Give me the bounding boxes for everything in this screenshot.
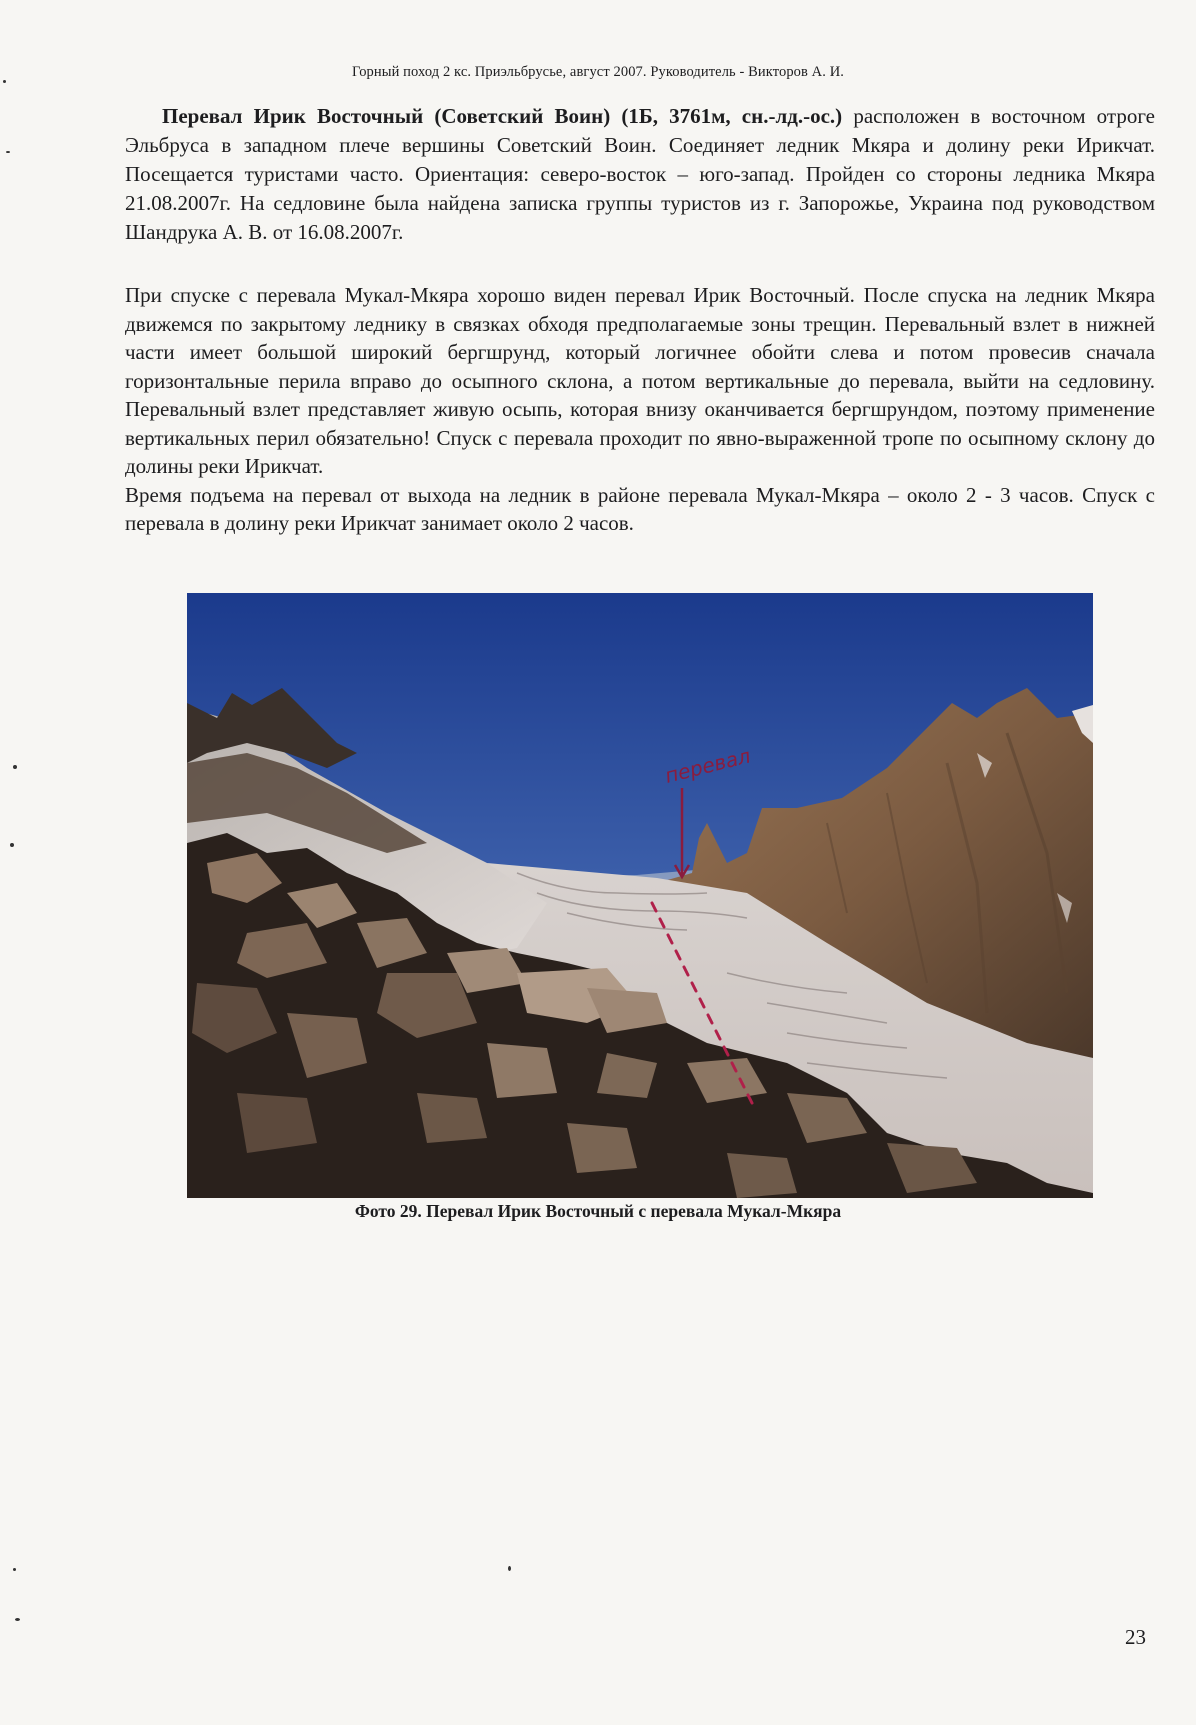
mountain-photo <box>187 593 1093 1198</box>
scan-speck <box>10 843 14 847</box>
scan-speck <box>15 1618 20 1621</box>
scan-speck <box>508 1566 511 1571</box>
route-description <box>125 281 1155 538</box>
page-number: 23 <box>1125 1625 1146 1649</box>
route-paragraph-2: Время подъема на перевал от выхода на ледник в районе перевала Мукал-Мкяра – около 2 - 3 часов. Спуск с перевала в долину реки Ирикчат занимает около 2 часов. <box>125 482 1155 535</box>
pass-title: Перевал Ирик Восточный (Советский Воин) (1Б, 3761м, сн.-лд.-ос.) <box>162 104 843 128</box>
intro-paragraph <box>125 102 1155 247</box>
scan-speck <box>13 1568 16 1571</box>
scan-speck <box>6 151 10 153</box>
photo-illustration <box>187 593 1093 1198</box>
photo-caption: Фото 29. Перевал Ирик Восточный с перевала Мукал-Мкяра <box>354 1201 842 1221</box>
intro-text: расположен в восточном отроге Эльбруса в западном плече вершины Советский Воин. Соединяет ледник Мкяра и долину реки Ирикчат. Посещается туристами часто. Ориентация: северо-восток – юго-запад. Пройден со стороны ледника Мкяра 21.08.2007г. На седловине была найдена записка группы туристов из г. Запорожье, Украина под руководством Шандрука А. В. от 16.08.2007г. <box>125 104 1155 244</box>
route-paragraph-1: При спуске с перевала Мукал-Мкяра хорошо виден перевал Ирик Восточный. После спуска на ледник Мкяра движемся по закрытому леднику в связках обходя предполагаемые зоны трещин. Перевальный взлет в нижней части имеет большой широкий бергшрунд, который логичнее обойти слева и потом провесив сначала горизонтальные перила вправо до осыпного склона, а потом вертикальные до перевала, выйти на седловину. Перевальный взлет представляет живую осыпь, которая внизу оканчивается бергшрундом, поэтому применение вертикальных перил обязательно! Спуск с перевала проходит по явно-выраженной тропе по осыпному склону до долины реки Ирикчат. <box>125 283 1155 478</box>
pass-label: перевал <box>662 743 753 788</box>
scan-speck <box>13 765 17 769</box>
scan-speck <box>3 80 6 83</box>
running-header: Горный поход 2 кс. Приэльбрусье, август 2007. Руководитель - Викторов А. И. <box>351 64 845 80</box>
